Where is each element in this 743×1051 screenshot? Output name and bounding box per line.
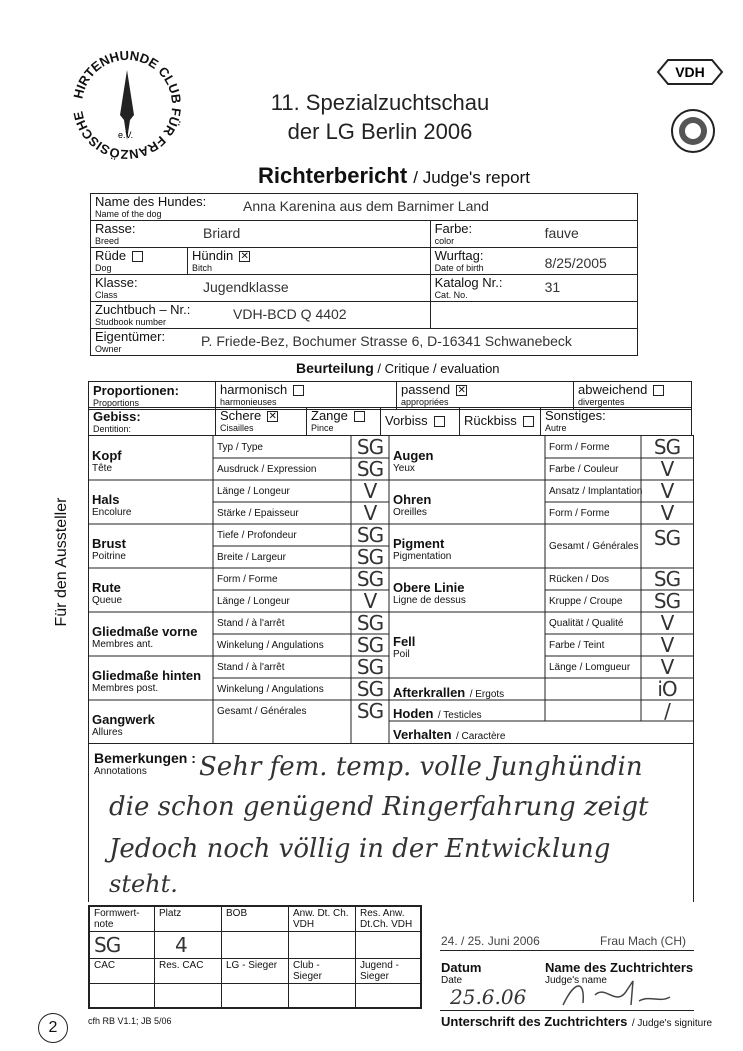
show-title (230, 88, 530, 146)
platz-value: 4 (155, 932, 222, 959)
grade: SG (653, 567, 681, 591)
dentition-table: Gebiss: Dentition: Schere ✕ Cisailles Zange Pince Vorbiss Rückbiss Sonstiges: Autre (88, 407, 692, 436)
side-text: Für den Aussteller (53, 497, 70, 627)
remark-line: die schon genügend Ringerfahrung zeigt (109, 792, 649, 822)
svg-text:VDH: VDH (675, 64, 705, 80)
grade: V (660, 611, 674, 635)
handwritten-date: 25.6.06 (450, 985, 527, 1009)
remarks-box: Bemerkungen : Annotations Sehr fem. temp. volle Junghündin die schon genügend Ringerfahrung zeigt Jedoch noch völlig in der Entwicklung steht. (88, 742, 694, 902)
cat-value: 31 (544, 279, 561, 295)
grade: SG (356, 435, 384, 459)
grade: V (363, 479, 377, 503)
club-logo (62, 40, 192, 170)
grade: / (664, 699, 670, 723)
grade: SG (653, 589, 681, 613)
class-value: Jugendklasse (203, 279, 289, 295)
judge-signature (555, 975, 675, 1011)
judge-name: Frau Mach (CH) (600, 934, 687, 948)
remark-line: Sehr fem. temp. volle Junghündin (199, 752, 643, 782)
proportions-table: Proportionen: Proportions harmonisch harmonieuses passend ✕ appropriées abweichend divergentes (88, 381, 692, 410)
male-checkbox (132, 251, 143, 262)
show-date: 24. / 25. Juni 2006 (441, 934, 540, 948)
grade: SG (356, 545, 384, 569)
grade: SG (356, 523, 384, 547)
dog-info-table: Name des Hundes: Name of the dog Anna Karenina aus dem Barnimer Land Rasse: Breed Briard Farbe: color fauve Rüde Dog Hündin ✕ Bitch Wurftag: Date of birth 8/25/2005 Klasse: Class Jugendklasse Katalog Nr.: Cat. No. 31 Zuchtbuch – Nr.: Studbook number VDH-BCD Q 4402 Eigentümer: Owner P. Friede-Bez, Bochumer Strasse 6, D-16341 Schwanebeck (90, 193, 638, 356)
color-value: fauve (544, 225, 579, 241)
grade: SG (356, 457, 384, 481)
breed-value: Briard (203, 225, 241, 241)
grade: SG (356, 699, 384, 723)
grade: SG (356, 677, 384, 701)
form-code: cfh RB V1.1; JB 5/06 (88, 1016, 172, 1026)
title-line2: der LG Berlin 2006 (287, 119, 473, 144)
page-number: 2 (38, 1013, 68, 1043)
evaluation-grid: Kopf Tête Hals Encolure Brust Poitrine Rute Queue Gliedmaße vorne Membres ant. Gliedmaße hinten Membres post. Gangwerk Allures Typ / Type Ausdruck / Expression Länge / Longeur Stärke / Epaisseur Tiefe / Profondeur Breite / Largeur Form / Forme Länge / Longeur Stand / à l'arrêt Winkelung / Angulations Stand / à l'arrêt Winkelung / Angulations Gesamt / Générales SG SG V V SG SG SG V SG SG SG SG SG Augen Yeux Ohren Oreilles Pigment Pigmentation Obere Linie Ligne de dessus Fell Poil Afterkrallen / Ergots Hoden / Testicles Verhalten / Caractère Form / Forme Farbe / Couleur Ansatz / Implantation Form / Forme Gesamt / Générales Rücken / Dos Kruppe / Croupe Qualität / Qualité Farbe / Teint Länge / Lomgueur SG V V V SG SG SG V V V iO / (88, 435, 694, 744)
report-heading: Richterbericht / Judge's report (258, 163, 530, 188)
grade: V (660, 479, 674, 503)
fci-seal (670, 108, 716, 154)
studbook-value: VDH-BCD Q 4402 (233, 306, 347, 322)
grade: V (363, 501, 377, 525)
grade: V (660, 501, 674, 525)
grade: SG (356, 567, 384, 591)
vdh-logo (656, 58, 724, 86)
dog-name: Anna Karenina aus dem Barnimer Land (243, 198, 489, 214)
results-table: Formwert-note Platz BOB Anw. Dt. Ch. VDH Res. Anw. Dt.Ch. VDH SG 4 CAC Res. CAC LG - Sieger Club - Sieger Jugend - Sieger (88, 905, 422, 1009)
grade: SG (653, 526, 681, 550)
female-checkbox: ✕ (240, 251, 249, 263)
grade: iO (657, 677, 677, 701)
grade: V (660, 655, 674, 679)
evaluation-heading: Beurteilung / Critique / evaluation (296, 360, 500, 376)
grade: SG (653, 435, 681, 459)
remark-line: steht. (109, 870, 178, 898)
grade: SG (356, 655, 384, 679)
title-line1: 11. Spezialzuchtschau (270, 90, 490, 115)
dob-value: 8/25/2005 (544, 255, 607, 271)
grade: SG (356, 611, 384, 635)
grade: V (660, 633, 674, 657)
remark-line: Jedoch noch völlig in der Entwicklung (109, 834, 611, 864)
club-name: HIRTENHUNDE CLUB FÜR FRANZÖSISCHE (70, 47, 185, 163)
owner-value: P. Friede-Bez, Bochumer Strasse 6, D-16341 Schwanebeck (201, 333, 572, 349)
formwert-value: SG (89, 932, 155, 959)
grade: V (660, 457, 674, 481)
club-letters: e.V. (118, 130, 134, 140)
grade: SG (356, 633, 384, 657)
grade: V (363, 589, 377, 613)
